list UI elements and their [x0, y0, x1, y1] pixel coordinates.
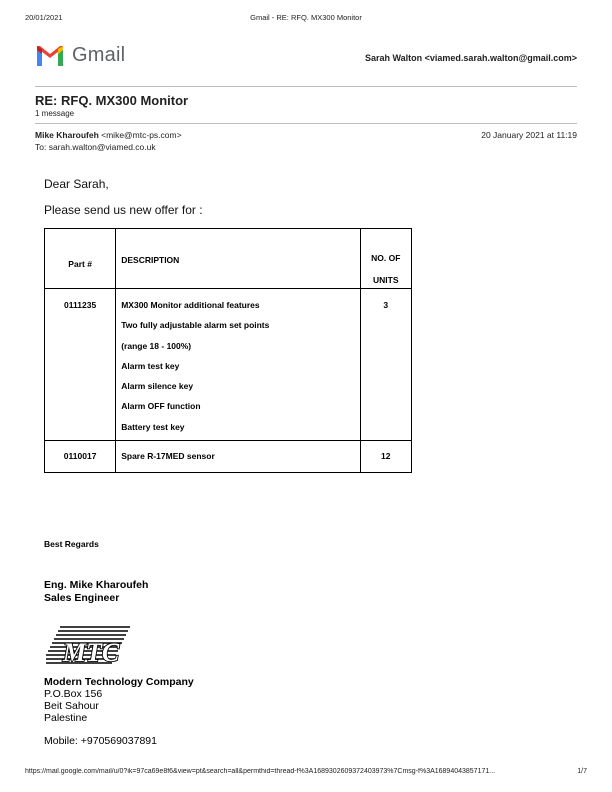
sender-email: <mike@mtc-ps.com> — [101, 130, 182, 140]
header-part-label: Part # — [68, 259, 92, 269]
gmail-brand: Gmail — [72, 44, 126, 66]
print-title: Gmail - RE: RFQ. MX300 Monitor — [250, 13, 362, 22]
divider — [35, 123, 577, 124]
message-count: 1 message — [35, 109, 75, 118]
description-line: Alarm test key — [121, 360, 180, 371]
part-number-cell — [45, 289, 116, 441]
parts-table — [44, 228, 412, 473]
page-url: https://mail.google.com/mail/u/0?ik=97ca69e8f6&view=pt&search=all&permthid=thread-f%3A1689302609372403973%7Cmsg-f%3A16894043857171... — [25, 768, 496, 775]
closing: Best Regards — [44, 539, 99, 549]
description-cell — [116, 289, 360, 441]
sender-name: Mike Kharoufeh — [35, 130, 99, 140]
description-line: Battery test key — [121, 421, 185, 432]
request-text: Please send us new offer for : — [44, 203, 203, 217]
description-line: Alarm silence key — [121, 381, 194, 392]
part-number: 0110017 — [63, 451, 97, 461]
address-line: Palestine — [44, 712, 88, 724]
units-value: 12 — [381, 451, 391, 461]
description-line: Spare R-17MED sensor — [121, 451, 215, 461]
account-email: Sarah Walton <viamed.sarah.walton@gmail.com> — [364, 53, 577, 63]
description-line: (range 18 - 100%) — [121, 340, 192, 351]
company-logo-icon — [46, 617, 136, 671]
page-number: 1/7 — [577, 768, 587, 775]
logo-lettering: MTC — [62, 638, 120, 667]
description-line: MX300 Monitor additional features — [121, 300, 260, 310]
part-number: 0111235 — [64, 300, 97, 310]
sent-date: 20 January 2021 at 11:19 — [481, 130, 577, 140]
header-description — [116, 229, 360, 289]
signature-title: Sales Engineer — [44, 592, 120, 604]
table-row — [45, 441, 412, 473]
description-line: Two fully adjustable alarm set points — [121, 320, 270, 331]
sender — [35, 130, 182, 140]
units-value: 3 — [383, 300, 389, 310]
units-cell — [360, 289, 412, 441]
header-part — [45, 229, 116, 289]
greeting: Dear Sarah, — [44, 177, 109, 191]
mobile-number: Mobile: +970569037891 — [44, 735, 157, 747]
part-number-cell — [45, 441, 116, 473]
gmail-logo-icon — [35, 44, 65, 68]
header-description-label: DESCRIPTION — [121, 255, 180, 265]
table-row — [45, 289, 412, 441]
thread-subject: RE: RFQ. MX300 Monitor — [35, 93, 189, 108]
header-units-line2: UNITS — [373, 275, 399, 285]
print-date: 20/01/2021 — [25, 13, 63, 22]
header-units — [360, 229, 412, 289]
divider — [35, 86, 577, 87]
table-header-row — [45, 229, 412, 289]
header-units-line1: NO. OF — [371, 253, 401, 263]
address-line: Beit Sahour — [44, 700, 99, 712]
signature-name: Eng. Mike Kharoufeh — [44, 579, 149, 591]
recipient-line: To: sarah.walton@viamed.co.uk — [35, 142, 156, 152]
address-line: P.O.Box 156 — [44, 688, 103, 700]
units-cell — [360, 441, 412, 473]
company-name: Modern Technology Company — [44, 676, 194, 688]
description-cell — [116, 441, 360, 473]
description-line: Alarm OFF function — [121, 401, 201, 412]
